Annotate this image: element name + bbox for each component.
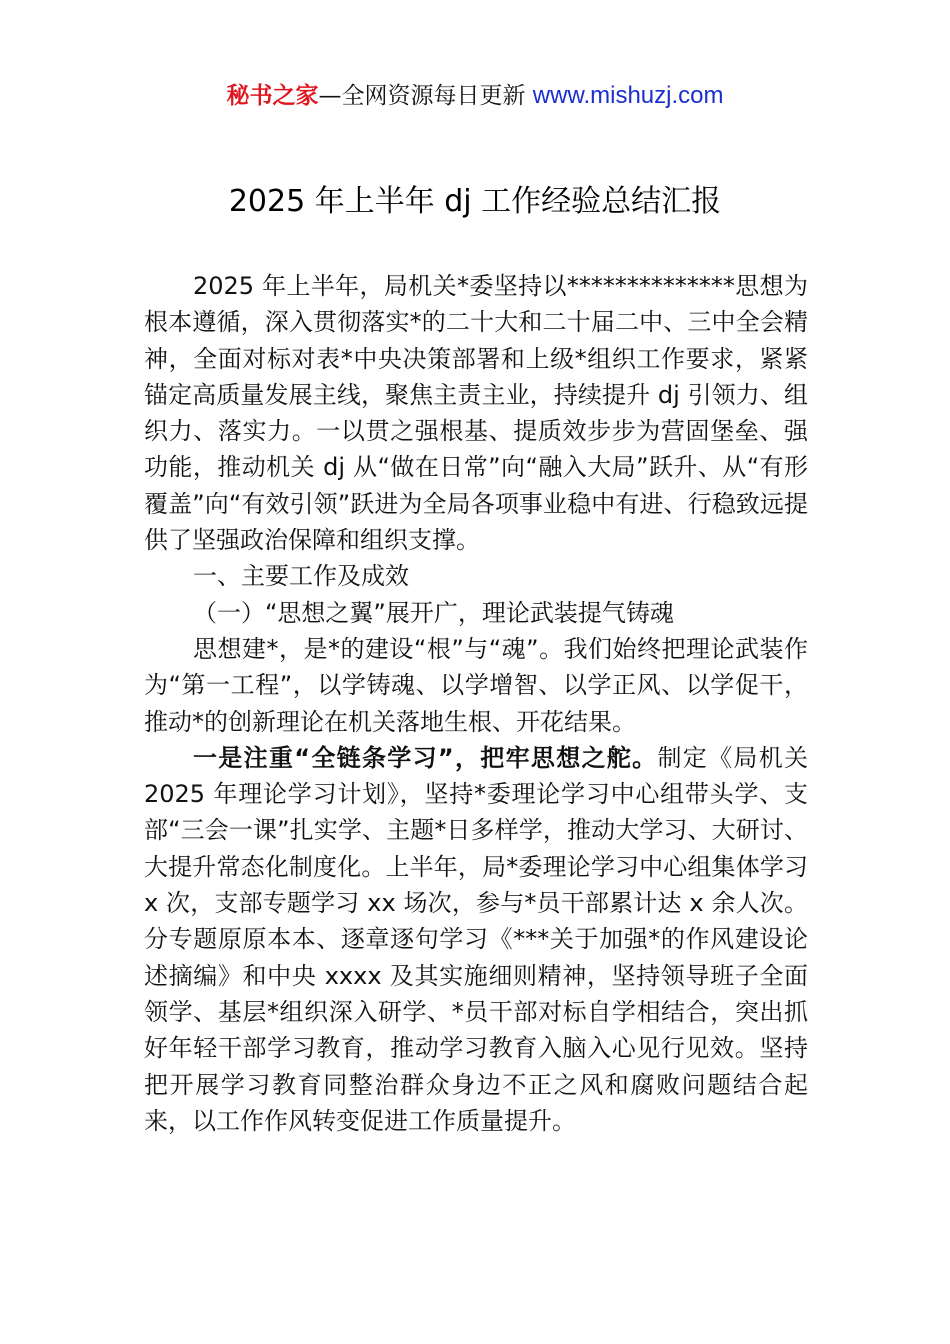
document-body [144,268,808,1139]
paragraph-lead: 一是注重“全链条学习”，把牢思想之舵。 [193,743,658,772]
paragraph-text: 制定《局机关 2025 年理论学习计划》，坚持*委理论学习中心组带头学、支部“三会一课”扎实学、主题*日多样学，推动大学习、大研讨、大提升常态化制度化。上半年，局*委理论学习中心组集体学习 x 次，支部专题学习 xx 场次，参与*员干部累计达 x 余人次。分专题原原本本、逐章逐句学习《***关于加强*的作风建设论述摘编》和中央 xxxx 及其实施细则精神，坚持领导班子全面领学、基层*组织深入研学、*员干部对标自学相结合，突出抓好年轻干部学习教育，推动学习教育入脑入心见行见效。坚持把开展学习教育同整治群众身边不正之风和腐败问题结合起来，以工作作风转变促进工作质量提升。 [144,743,809,1135]
section-heading [144,558,808,594]
document-title: 2025 年上半年 dj 工作经验总结汇报 [228,184,722,219]
site-header [0,78,950,114]
brand-name: 秘书之家 [226,83,319,109]
paragraph-text: （一）“思想之翼”展开广，理论武装提气铸魂 [193,598,674,627]
body-paragraph [144,631,808,740]
intro-paragraph [144,268,808,558]
paragraph-text: 一、主要工作及成效 [193,562,409,591]
paragraph-text: 思想建*，是*的建设“根”与“魂”。我们始终把理论武装作为“第一工程”，以学铸魂、以学增智、以学正风、以学促干，推动*的创新理论在机关落地生根、开花结果。 [144,634,808,736]
header-slogan: —全网资源每日更新 [318,83,533,109]
subsection-heading [144,595,808,631]
body-paragraph [144,740,808,1139]
paragraph-text: 2025 年上半年，局机关*委坚持以**************思想为根本遵循，深入贯彻落实*的二十大和二十届二中、三中全会精神，全面对标对表*中央决策部署和上级*组织工作要求，紧紧锚定高质量发展主线，聚焦主责主业，持续提升 dj 引领力、组织力、落实力。一以贯之强根基、提质效步步为营固堡垒、强功能，推动机关 dj 从“做在日常”向“融入大局”跃升、从“有形覆盖”向“有效引领”跃进为全局各项事业稳中有进、行稳致远提供了坚强政治保障和组织支撑。 [144,272,808,555]
site-url[interactable]: www.mishuzj.com [532,82,724,109]
